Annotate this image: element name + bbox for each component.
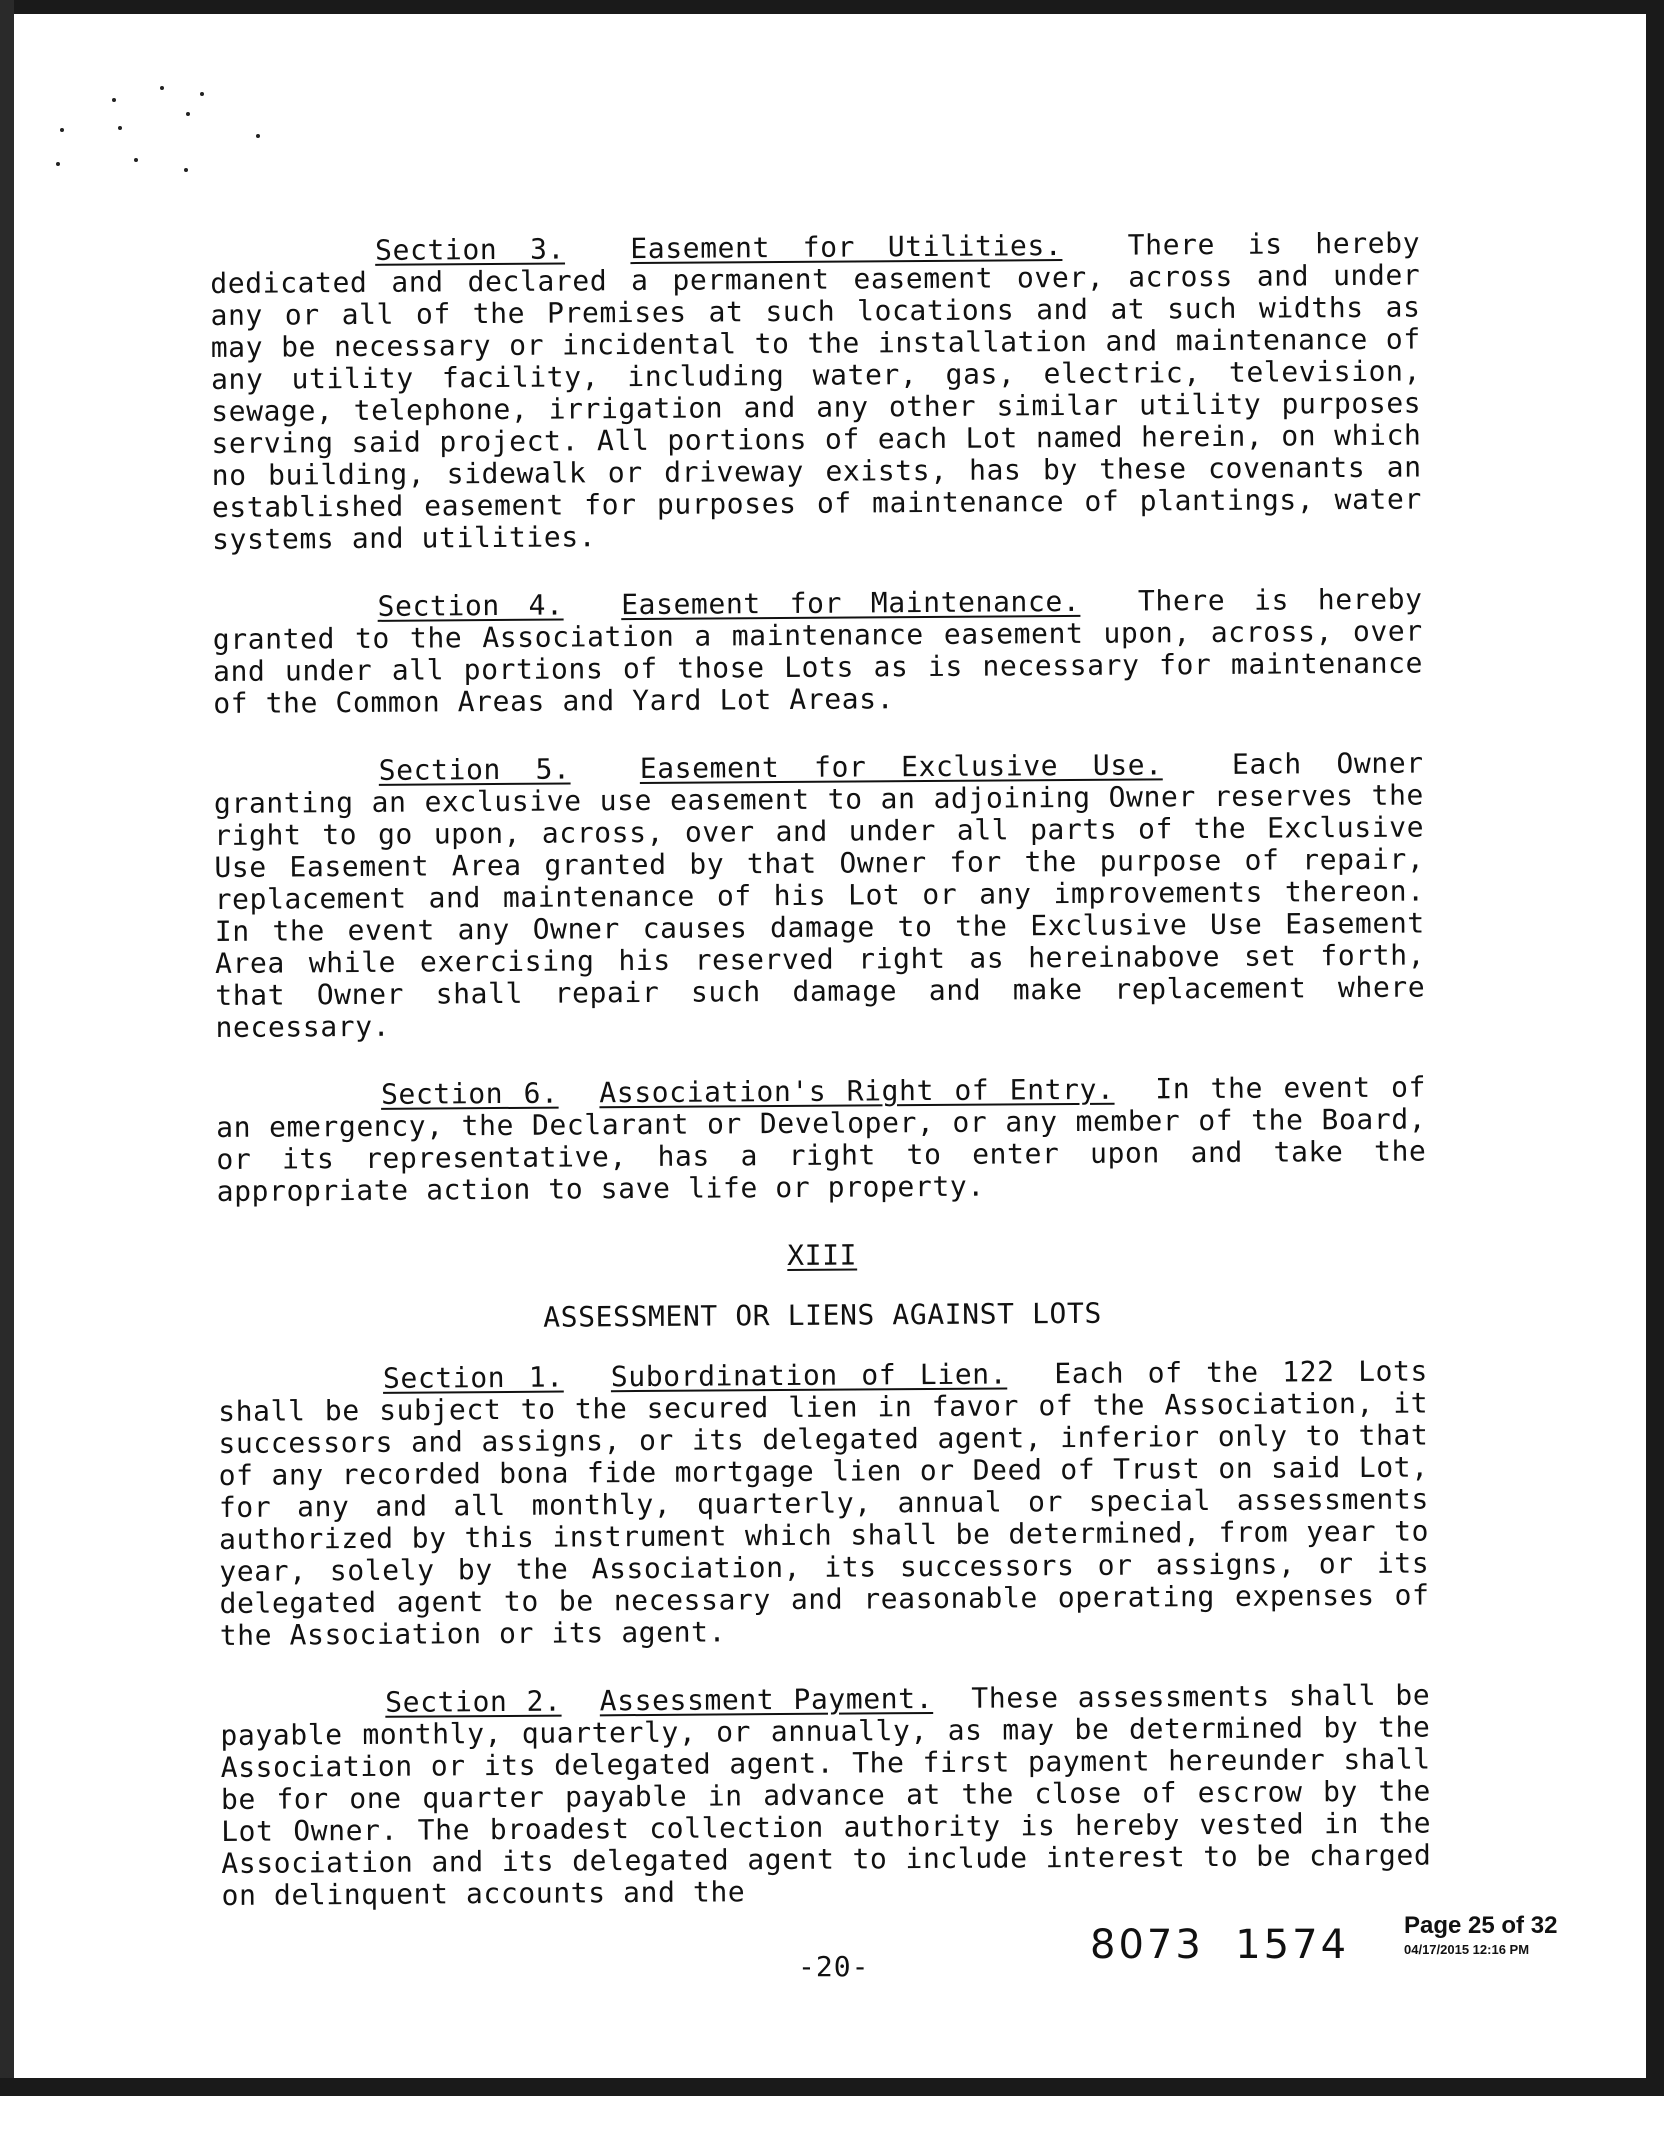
scan-speck — [184, 168, 188, 172]
scan-margin-bottom — [0, 2096, 1664, 2144]
section-body: In the event of an emergency, the Declarant or Developer, or any member of the Board, or its representative, has a right to enter upon and take the appropriate action to save life or property. — [216, 1070, 1427, 1208]
section-number: Section 5. — [378, 752, 571, 787]
section-body: Each of the 122 Lots shall be subject to the secured lien in favor of the Association, it successors and assigns, or its delegated agent, inferior only to that of any recorded bona fide mortgage lien or Deed of Trust on said Lot, for any and all monthly, quarterly, annual or special assessments authorized by this instrument which shall be determined, from year to year, solely by the Association, its successors or assigns, or its delegated agent to be necessary and reasonable operating expenses of the Association or its agent. — [218, 1354, 1430, 1652]
section-number: Section 2. — [385, 1684, 562, 1719]
scan-speck — [118, 126, 122, 130]
section-title: Association's Right of Entry. — [599, 1072, 1115, 1110]
scan-speck — [186, 112, 190, 116]
recorder-page-stamp: Page 25 of 32 — [1404, 1912, 1558, 1939]
section-number: Section 6. — [380, 1076, 559, 1111]
section-paragraph — [210, 228, 1422, 556]
section-body: Each Owner granting an exclusive use easement to an adjoining Owner reserves the right to go upon, across, over and under all parts of the Exclusive Use Easement Area granted by that Owner for the purpose of repair, replacement and maintenance of his Lot or any improvements thereon. In the event any Owner causes damage to the Exclusive Use Easement Area while exercising his reserved right as hereinabove set forth, that Owner shall repair such damage and make replacement where necessary. — [213, 746, 1426, 1044]
section-number: Section 1. — [382, 1360, 564, 1395]
book-page-number: 8073 1574 — [1090, 1922, 1350, 1968]
article-number-text: XIII — [787, 1238, 858, 1272]
scan-speck — [134, 158, 138, 162]
section-title: Assessment Payment. — [599, 1681, 934, 1718]
scan-speck — [200, 92, 204, 96]
document-body — [210, 228, 1432, 1948]
section-title: Easement for Maintenance. — [621, 584, 1081, 622]
scan-speck — [56, 162, 60, 166]
section-title: Easement for Utilities. — [630, 229, 1063, 266]
section-paragraph — [220, 1680, 1432, 1912]
scan-speck — [256, 134, 260, 138]
section-number: Section 3. — [374, 232, 566, 267]
scan-border-left — [0, 0, 14, 2144]
scan-border-bottom — [0, 2078, 1664, 2096]
article-number — [217, 1236, 1427, 1276]
section-paragraph — [218, 1356, 1430, 1652]
section-title: Easement for Exclusive Use. — [639, 748, 1163, 786]
page-number: -20- — [798, 1950, 870, 1983]
scan-border-top — [0, 0, 1664, 14]
article-title: ASSESSMENT OR LIENS AGAINST LOTS — [543, 1296, 1102, 1334]
section-paragraph — [214, 748, 1426, 1044]
section-body: There is hereby dedicated and declared a permanent easement over, across and under any or all of the Premises at such locations and at such widths as may be necessary or incidental to the installation and maintenance of any utility facility, including water, gas, electric, television, sewage, telephone, irrigation and any other similar utility purposes serving said project. All portions of each Lot named herein, on which no building, sidewalk or driveway exists, has by these covenants an established easement for purposes of maintenance of plantings, water systems and utilities. — [210, 226, 1422, 556]
section-paragraph — [216, 1072, 1427, 1208]
scan-speck — [112, 98, 116, 102]
recorder-date-stamp: 04/17/2015 12:16 PM — [1404, 1942, 1530, 1957]
scan-speck — [60, 128, 64, 132]
scan-speck — [160, 86, 164, 90]
section-paragraph — [212, 584, 1423, 720]
section-body: There is hereby granted to the Association a maintenance easement upon, across, over and under all portions of those Lots as is necessary for maintenance of the Common Areas and Yard Lot Areas. — [212, 582, 1424, 720]
scan-border-right — [1646, 0, 1664, 2144]
section-body: These assessments shall be payable monthly, quarterly, or annually, as may be determined by the Association or its delegated agent. The first payment hereunder shall be for one quarter payable in advance at the close of escrow by the Lot Owner. The broadest collection authority is hereby vested in the Association and its delegated agent to include interest to be charged on delinquent accounts and the — [220, 1678, 1432, 1912]
section-title: Subordination of Lien. — [610, 1357, 1008, 1394]
section-number: Section 4. — [377, 588, 564, 623]
